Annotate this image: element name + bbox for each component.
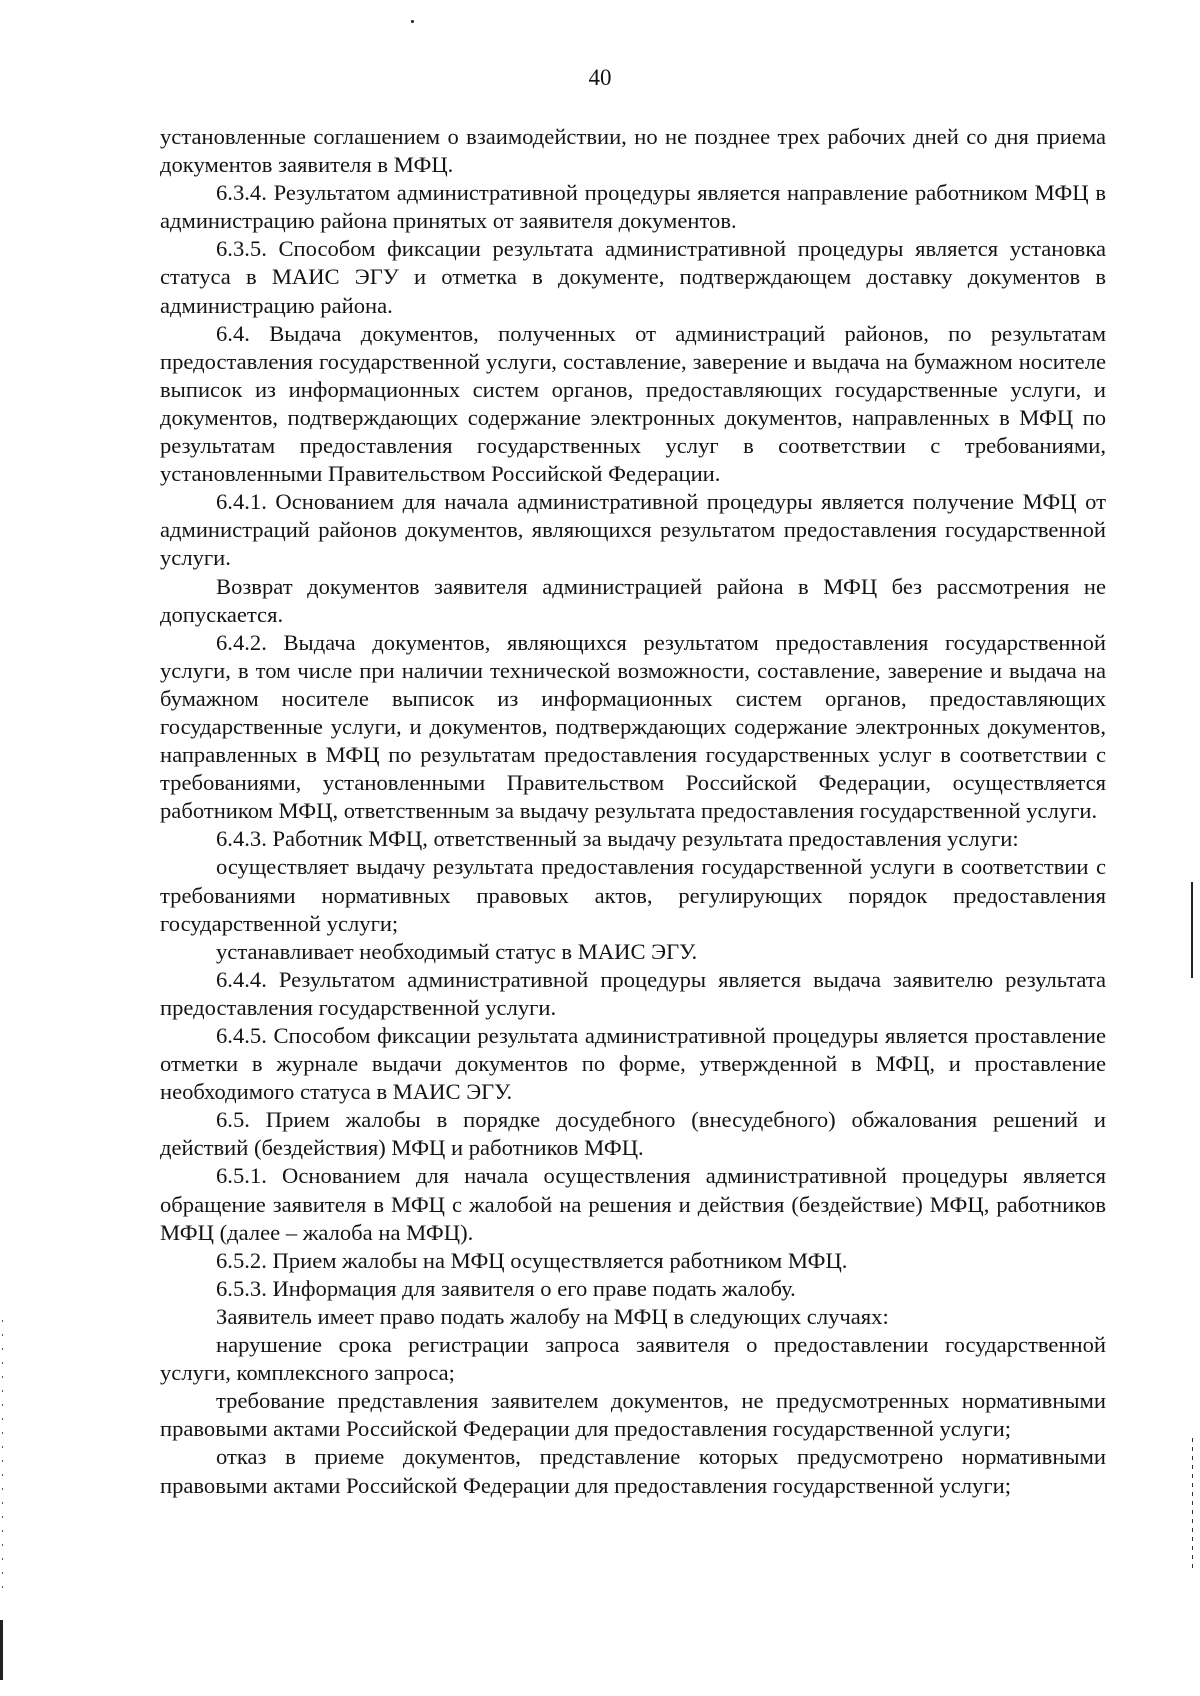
paragraph-6-4: 6.4. Выдача документов, полученных от администраций районов, по результатам предоставления государственной услуги, составление, заверение и выдача на бумажном носителе выписок из информационных систем органов, предоставляющих государственные услуги, и документов, подтверждающих содержание электронных документов, направленных в МФЦ по результатам предоставления государственных услуг в соответствии с требованиями, установленными Правительством Российской Федерации. (160, 320, 1106, 487)
scan-margin-mark (2, 1320, 3, 1600)
paragraph-complaint-cases: Заявитель имеет право подать жалобу на МФЦ в следующих случаях: (216, 1303, 889, 1329)
paragraph-6-3-5: 6.3.5. Способом фиксации результата административной процедуры является установка статуса в МАИС ЭГУ и отметка в документе, подтверждающем доставку документов в администрацию района. (160, 236, 1106, 318)
page-number: 40 (588, 65, 612, 90)
scan-margin-mark (1192, 1438, 1193, 1568)
paragraph-case-3: отказ в приеме документов, представление которых предусмотрено нормативными правовыми актами Российской Федерации для предоставления государственной услуги; (160, 1444, 1106, 1498)
scan-margin-mark (1191, 882, 1193, 978)
paragraph-6-3-4: 6.3.4. Результатом административной процедуры является направление работником МФЦ в администрацию района принятых от заявителя документов. (160, 180, 1106, 234)
document-body (160, 123, 1106, 1500)
paragraph-6-5-3: 6.5.3. Информация для заявителя о его праве подать жалобу. (216, 1275, 796, 1301)
paragraph-6-5: 6.5. Прием жалобы в порядке досудебного (внесудебного) обжалования решений и действий (бездействия) МФЦ и работников МФЦ. (160, 1107, 1106, 1161)
paragraph-6-4-2: 6.4.2. Выдача документов, являющихся результатом предоставления государственной услуги, в том числе при наличии технической возможности, составление, заверение и выдача на бумажном носителе выписок из информационных систем органов, предоставляющих государственные услуги, и документов, подтверждающих содержание электронных документов, направленных в МФЦ по результатам предоставления государственных услуг в соответствии с требованиями, установленными Правительством Российской Федерации, осуществляется работником МФЦ, ответственным за выдачу результата предоставления государственной услуги. (160, 629, 1106, 824)
paragraph-6-4-3-item-2: устанавливает необходимый статус в МАИС ЭГУ. (216, 938, 698, 964)
paragraph-return-note: Возврат документов заявителя администрацией района в МФЦ без рассмотрения не допускается. (160, 573, 1106, 627)
paragraph-6-4-3: 6.4.3. Работник МФЦ, ответственный за выдачу результата предоставления услуги: (216, 826, 1019, 852)
paragraph-6-4-5: 6.4.5. Способом фиксации результата административной процедуры является проставление отметки в журнале выдачи документов по форме, утвержденной в МФЦ, и проставление необходимого статуса в МАИС ЭГУ. (160, 1023, 1106, 1105)
paragraph-case-1: нарушение срока регистрации запроса заявителя о предоставлении государственной услуги, комплексного запроса; (160, 1332, 1106, 1386)
scan-speck (411, 20, 414, 23)
paragraph-6-4-4: 6.4.4. Результатом административной процедуры является выдача заявителю результата предоставления государственной услуги. (160, 966, 1106, 1020)
paragraph-6-4-3-item-1: осуществляет выдачу результата предоставления государственной услуги в соответствии с требованиями нормативных правовых актов, регулирующих порядок предоставления государственной услуги; (160, 854, 1106, 936)
paragraph-6-5-2: 6.5.2. Прием жалобы на МФЦ осуществляется работником МФЦ. (216, 1247, 848, 1273)
paragraph-continuation: установленные соглашением о взаимодействии, но не позднее трех рабочих дней со дня приема документов заявителя в МФЦ. (160, 124, 1106, 178)
paragraph-6-4-1: 6.4.1. Основанием для начала административной процедуры является получение МФЦ от администраций районов документов, являющихся результатом предоставления государственной услуги. (160, 489, 1106, 571)
paragraph-6-5-1: 6.5.1. Основанием для начала осуществления административной процедуры является обращение заявителя в МФЦ с жалобой на решения и действия (бездействие) МФЦ, работников МФЦ (далее – жалоба на МФЦ). (160, 1163, 1106, 1245)
scan-margin-mark (0, 1620, 3, 1680)
paragraph-case-2: требование представления заявителем документов, не предусмотренных нормативными правовыми актами Российской Федерации для предоставления государственной услуги; (160, 1388, 1106, 1442)
